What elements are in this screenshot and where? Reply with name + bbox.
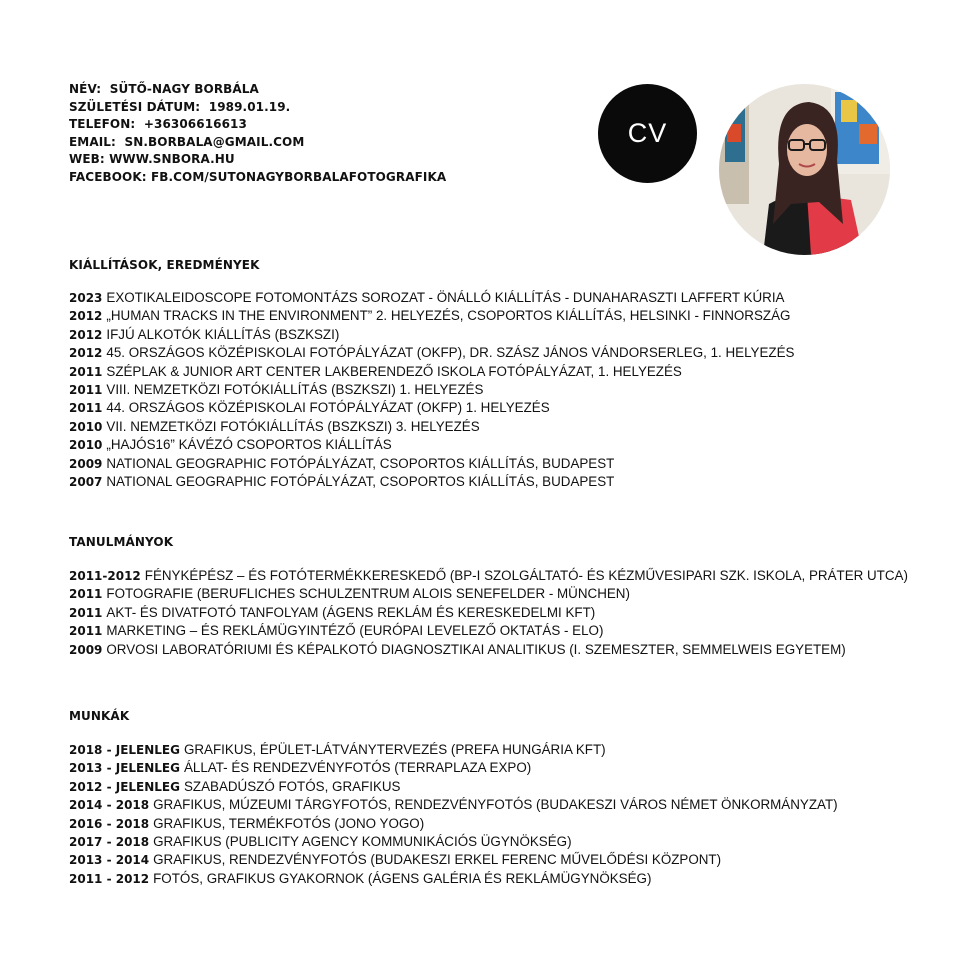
entry-year: 2011 - 2012 [69, 871, 150, 886]
cv-badge-label: CV [627, 118, 668, 148]
entry-year: 2011 [69, 587, 103, 602]
works-entry [69, 851, 838, 869]
exhibitions-entry [69, 473, 794, 491]
name-row [69, 81, 446, 99]
entry-text: ÁLLAT- ÉS RENDEZVÉNYFOTÓS (TERRAPLAZA EXPO) [183, 760, 532, 776]
studies-list [69, 567, 908, 659]
entry-text: 45. ORSZÁGOS KÖZÉPISKOLAI FOTÓPÁLYÁZAT (OKFP), DR. SZÁSZ JÁNOS VÁNDORSERLEG, 1. HELYEZÉS [106, 345, 795, 361]
entry-text: FÉNYKÉPÉSZ – ÉS FOTÓTERMÉKKERESKEDŐ (BP-I SZOLGÁLTATÓ- ÉS KÉZMŰVESIPARI SZK. ISKOLA, PRÁTER UTCA) [144, 568, 908, 583]
entry-year: 2023 [69, 291, 103, 305]
studies-entry [69, 585, 908, 603]
works-entry [69, 815, 838, 833]
entry-year: 2011 [69, 383, 103, 398]
cv-badge [598, 84, 697, 183]
exhibitions-entry [69, 436, 794, 454]
entry-text: IFJÚ ALKOTÓK KIÁLLÍTÁS (BSZKSZI) [106, 326, 340, 342]
entry-year: 2013 - JELENLEG [69, 761, 180, 776]
entry-text: NATIONAL GEOGRAPHIC FOTÓPÁLYÁZAT, CSOPORTOS KIÁLLÍTÁS, BUDAPEST [106, 474, 615, 490]
exhibitions-entry [69, 326, 794, 344]
entry-year: 2009 [69, 456, 103, 471]
birth-row [69, 99, 446, 117]
studies-entry [69, 567, 908, 585]
facebook-label: FACEBOOK: [69, 169, 147, 184]
exhibitions-title: KIÁLLÍTÁSOK, EREDMÉNYEK [69, 258, 260, 272]
portrait-illustration [719, 84, 890, 255]
name-value: SÜTŐ-NAGY BORBÁLA [109, 82, 259, 96]
entry-year: 2012 [69, 309, 103, 324]
entry-year: 2013 - 2014 [69, 853, 150, 868]
entry-text: SZÉPLAK & JUNIOR ART CENTER LAKBERENDEZŐ ISKOLA FOTÓPÁLYÁZAT, 1. HELYEZÉS [106, 363, 682, 379]
studies-title: TANULMÁNYOK [69, 535, 174, 549]
entry-text: GRAFIKUS, TERMÉKFOTÓS (JONO YOGO) [153, 815, 425, 831]
phone-row [69, 116, 446, 134]
entry-text: GRAFIKUS, MÚZEUMI TÁRGYFOTÓS, RENDEZVÉNYFOTÓS (BUDAKESZI VÁROS NÉMET ÖNKORMÁNYZAT) [153, 797, 838, 813]
contact-block [69, 81, 446, 186]
entry-text: MARKETING – ÉS REKLÁMÜGYINTÉZŐ (EURÓPAI LEVELEZŐ OKTATÁS - ELO) [106, 623, 604, 639]
entry-text: FOTÓS, GRAFIKUS GYAKORNOK (ÁGENS GALÉRIA ÉS REKLÁMÜGYNÖKSÉG) [153, 870, 652, 886]
entry-text: NATIONAL GEOGRAPHIC FOTÓPÁLYÁZAT, CSOPORTOS KIÁLLÍTÁS, BUDAPEST [106, 455, 615, 471]
works-entry [69, 796, 838, 814]
entry-year: 2011 [69, 605, 103, 620]
entry-text: GRAFIKUS, ÉPÜLET-LÁTVÁNYTERVEZÉS (PREFA HUNGÁRIA KFT) [183, 742, 606, 757]
entry-text: EXOTIKALEIDOSCOPE FOTOMONTÁZS SOROZAT - ÖNÁLLÓ KIÁLLÍTÁS - DUNAHARASZTI LAFFERT KÚRIA [106, 290, 785, 305]
email-row [69, 134, 446, 152]
exhibitions-entry [69, 455, 794, 473]
entry-text: „HUMAN TRACKS IN THE ENVIRONMENT” 2. HELYEZÉS, CSOPORTOS KIÁLLÍTÁS, HELSINKI - FINNORSZÁG [106, 308, 791, 324]
web-row [69, 151, 446, 169]
exhibitions-entry [69, 289, 794, 307]
entry-year: 2010 [69, 438, 103, 453]
entry-text: FOTOGRAFIE (BERUFLICHES SCHULZENTRUM ALOIS SENEFELDER - MÜNCHEN) [106, 586, 630, 602]
entry-text: SZABADÚSZÓ FOTÓS, GRAFIKUS [183, 778, 401, 794]
exhibitions-entry [69, 399, 794, 417]
entry-year: 2010 [69, 419, 103, 434]
birth-value: 1989.01.19. [208, 99, 291, 114]
studies-entry [69, 604, 908, 622]
phone-value: +36306616613 [143, 117, 247, 131]
exhibitions-entry [69, 344, 794, 362]
web-value: WWW.SNBORA.HU [109, 152, 235, 166]
studies-entry [69, 641, 908, 659]
web-label: WEB: [69, 152, 105, 166]
entry-text: „HAJÓS16” KÁVÉZÓ CSOPORTOS KIÁLLÍTÁS [106, 437, 392, 453]
birth-label: SZÜLETÉSI DÁTUM: [69, 99, 201, 114]
works-title: MUNKÁK [69, 709, 130, 723]
entry-year: 2011 [69, 364, 103, 379]
entry-year: 2011 [69, 401, 103, 416]
entry-text: GRAFIKUS (PUBLICITY AGENCY KOMMUNIKÁCIÓS ÜGYNÖKSÉG) [153, 834, 572, 850]
entry-year: 2009 [69, 642, 103, 657]
entry-year: 2017 - 2018 [69, 835, 150, 850]
works-entry [69, 778, 838, 796]
works-entry [69, 870, 838, 888]
phone-label: TELEFON: [69, 117, 136, 131]
studies-entry [69, 622, 908, 640]
entry-text: VII. NEMZETKÖZI FOTÓKIÁLLÍTÁS (BSZKSZI) 3. HELYEZÉS [106, 418, 480, 434]
entry-year: 2014 - 2018 [69, 798, 150, 813]
works-entry [69, 833, 838, 851]
entry-year: 2007 [69, 475, 103, 490]
exhibitions-entry [69, 363, 794, 381]
entry-year: 2012 [69, 346, 103, 361]
entry-year: 2012 - JELENLEG [69, 779, 180, 794]
facebook-row [69, 169, 446, 187]
entry-year: 2016 - 2018 [69, 816, 150, 831]
exhibitions-entry [69, 381, 794, 399]
entry-text: 44. ORSZÁGOS KÖZÉPISKOLAI FOTÓPÁLYÁZAT (OKFP) 1. HELYEZÉS [106, 400, 550, 416]
facebook-value: FB.COM/SUTONAGYBORBALAFOTOGRAFIKA [150, 169, 447, 184]
exhibitions-entry [69, 418, 794, 436]
entry-text: ORVOSI LABORATÓRIUMI ÉS KÉPALKOTÓ DIAGNOSZTIKAI ANALITIKUS (I. SZEMESZTER, SEMMELWEIS EGYETEM) [106, 641, 846, 657]
entry-text: VIII. NEMZETKÖZI FOTÓKIÁLLÍTÁS (BSZKSZI) 1. HELYEZÉS [106, 382, 484, 398]
entry-text: AKT- ÉS DIVATFOTÓ TANFOLYAM (ÁGENS REKLÁM ÉS KERESKEDELMI KFT) [106, 604, 596, 620]
works-entry [69, 741, 838, 759]
entry-year: 2011 [69, 624, 103, 639]
entry-year: 2018 - JELENLEG [69, 743, 180, 757]
exhibitions-list [69, 289, 794, 491]
exhibitions-entry [69, 307, 794, 325]
profile-photo [719, 84, 890, 255]
name-label: NÉV: [69, 82, 102, 96]
entry-year: 2011-2012 [69, 569, 141, 583]
entry-year: 2012 [69, 327, 103, 342]
email-label: EMAIL: [69, 134, 116, 149]
entry-text: GRAFIKUS, RENDEZVÉNYFOTÓS (BUDAKESZI ERKEL FERENC MŰVELŐDÉSI KÖZPONT) [153, 852, 722, 868]
email-value: SN.BORBALA@GMAIL.COM [124, 134, 305, 149]
works-entry [69, 759, 838, 777]
works-list [69, 741, 838, 888]
